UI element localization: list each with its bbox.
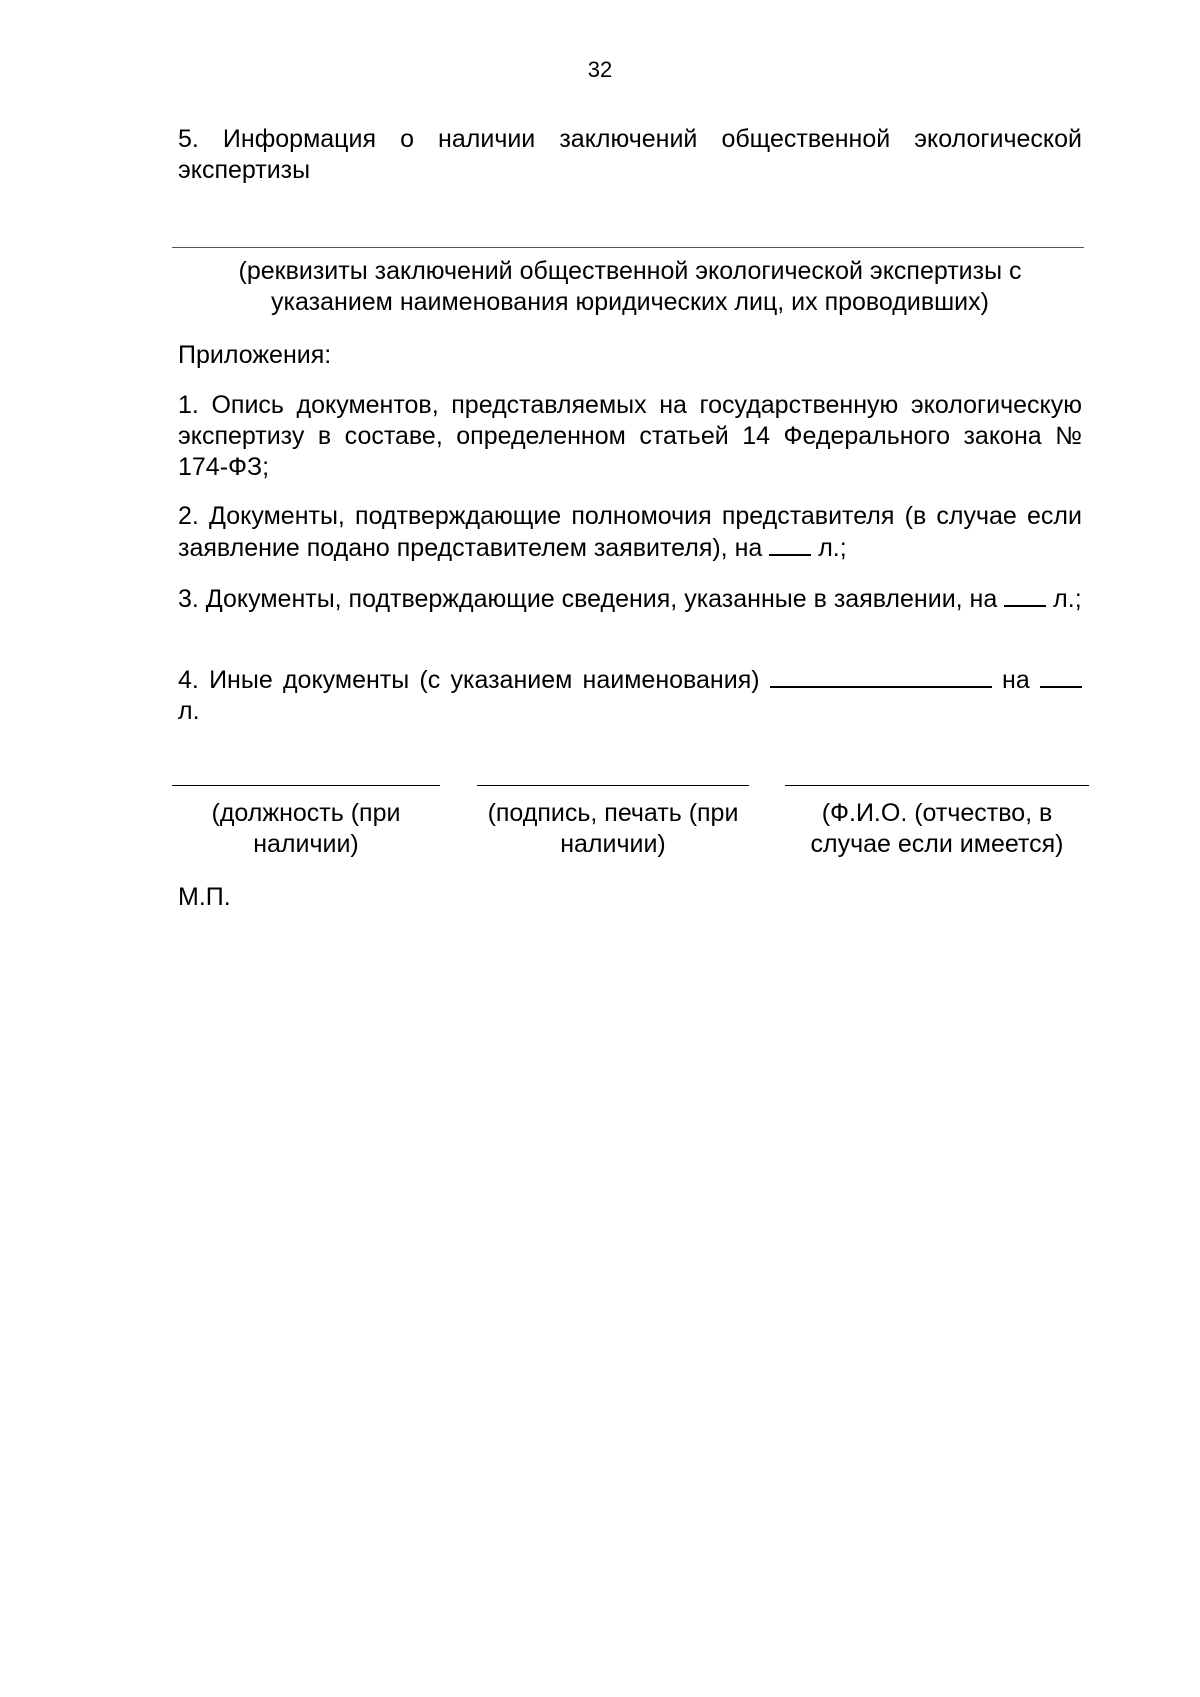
attachments-heading: Приложения: [178, 341, 332, 369]
attachment-item-2: 2. Документы, подтверждающие полномочия представителя (в случае если заявление подано представителем заявителя), на л.; [178, 502, 1082, 562]
section-5-caption: (реквизиты заключений общественной экологической экспертизы с указанием наименования юридических лиц, их проводивших) [238, 257, 1022, 316]
section-5-fill-line [172, 247, 1084, 248]
pages-count-blank [769, 532, 811, 556]
attachment-item-3: 3. Документы, подтверждающие сведения, указанные в заявлении, на л.; [178, 585, 1082, 613]
signature-caption: (подпись, печать (при наличии) [487, 799, 739, 858]
pages-count-blank [1040, 664, 1082, 688]
attachment-item-4: 4. Иные документы (с указанием наименования) на л. [178, 664, 1082, 727]
stamp-label: М.П. [178, 883, 231, 911]
page-number: 32 [587, 57, 613, 82]
position-signature-line [172, 785, 440, 786]
section-5-text: 5. Информация о наличии заключений общественной экологической экспертизы [178, 125, 1082, 184]
signature-line [477, 785, 749, 786]
name-signature-line [785, 785, 1089, 786]
attachment-item-1: 1. Опись документов, представляемых на государственную экологическую экспертизу в составе, определенном статьей 14 Федерального закона № 174-ФЗ; [178, 391, 1082, 481]
position-caption: (должность (при наличии) [211, 799, 401, 858]
name-caption: (Ф.И.О. (отчество, в случае если имеется) [810, 799, 1064, 858]
document-name-blank [770, 664, 992, 688]
pages-count-blank [1004, 583, 1046, 607]
